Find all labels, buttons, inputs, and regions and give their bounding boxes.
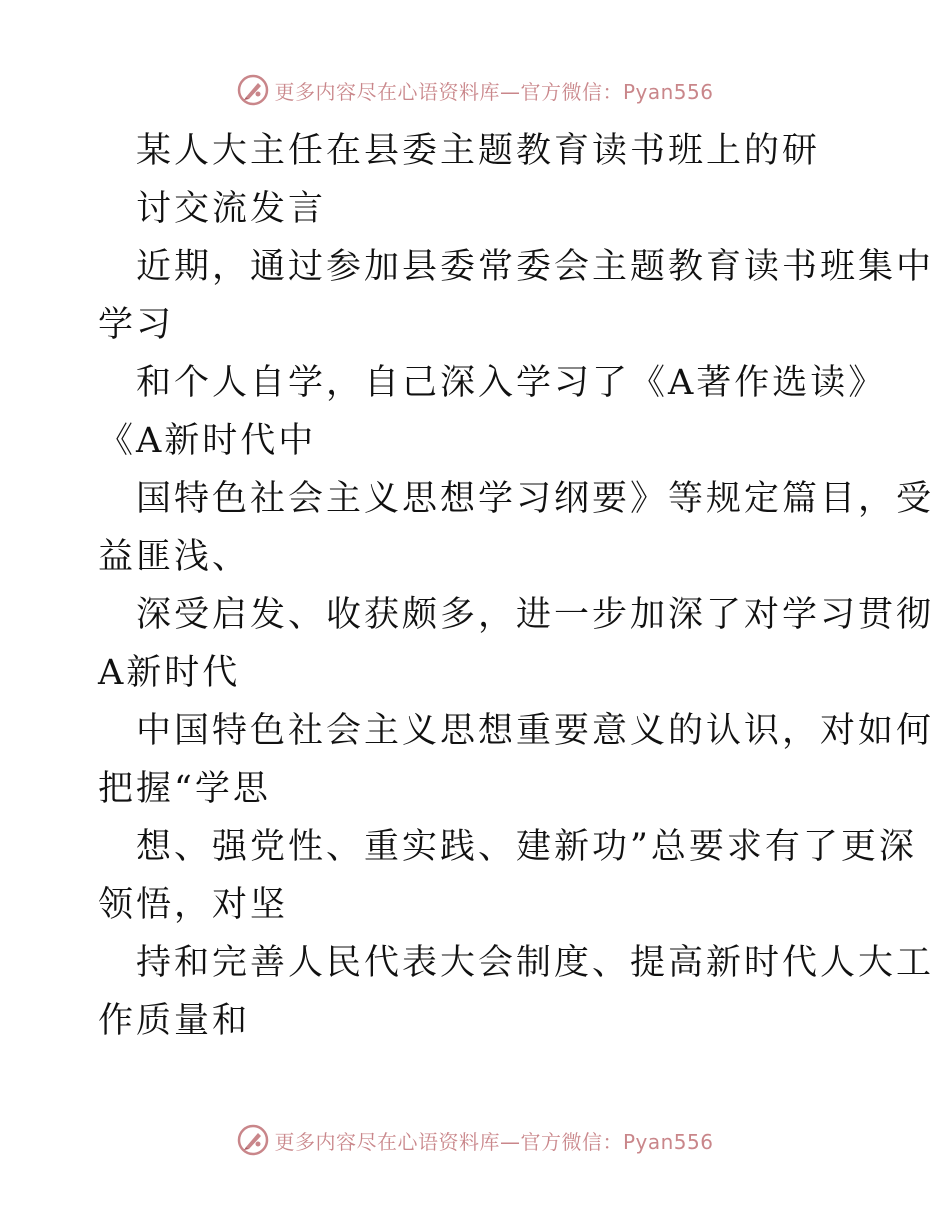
text-line: 和个人自学，自己深入学习了《A著作选读》 <box>136 363 887 403</box>
watermark-text: 更多内容尽在心语资料库—官方微信：Pyan556 <box>274 1129 714 1154</box>
text-line: 作质量和 <box>98 1001 251 1041</box>
text-line: 把握“学思 <box>98 769 271 809</box>
text-line: 国特色社会主义思想学习纲要》等规定篇目，受 <box>136 479 935 519</box>
text-line: 深受启发、收获颇多，进一步加深了对学习贯彻 <box>136 595 935 635</box>
text-line: 中国特色社会主义思想重要意义的认识，对如何 <box>136 711 935 751</box>
text-line: 益匪浅、 <box>98 537 251 577</box>
text-line: 学习 <box>98 305 175 345</box>
text-line: A新时代 <box>98 653 241 693</box>
text-line: 想、强党性、重实践、建新功”总要求有了更深 <box>136 827 917 867</box>
footer-watermark <box>0 1120 950 1160</box>
pen-nib-logo-icon <box>236 1123 270 1157</box>
text-line: 领悟，对坚 <box>98 885 289 925</box>
text-line: 某人大主任在县委主题教育读书班上的研 <box>136 131 821 171</box>
text-line: 《A新时代中 <box>98 421 317 461</box>
header-watermark <box>0 70 950 110</box>
document-body <box>98 122 935 1050</box>
pen-nib-logo-icon <box>236 73 270 107</box>
text-line: 持和完善人民代表大会制度、提高新时代人大工 <box>136 943 935 983</box>
text-line: 讨交流发言 <box>136 189 327 229</box>
text-line: 近期，通过参加县委常委会主题教育读书班集中 <box>136 247 935 287</box>
watermark-text: 更多内容尽在心语资料库—官方微信：Pyan556 <box>274 79 714 104</box>
